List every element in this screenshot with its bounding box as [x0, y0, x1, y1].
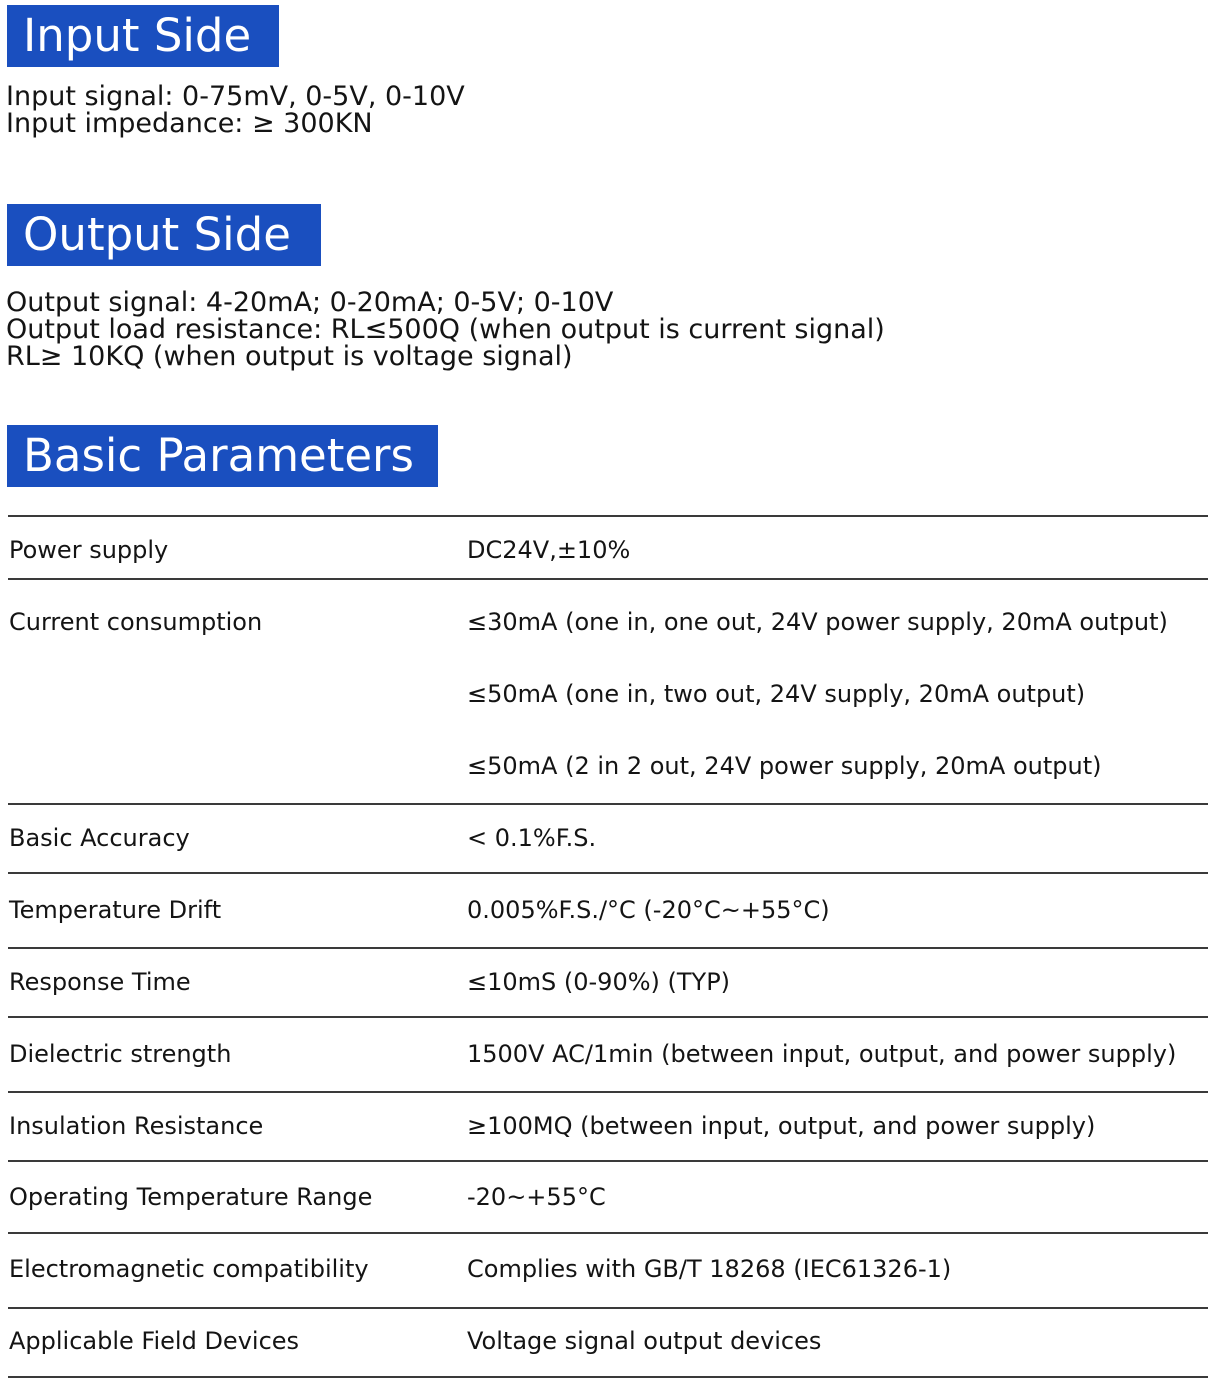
row-value: Voltage signal output devices — [467, 1327, 822, 1355]
output-side-heading: Output Side — [7, 204, 321, 266]
input-side-heading: Input Side — [7, 5, 279, 67]
basic-parameters-heading: Basic Parameters — [7, 425, 438, 487]
table-row-dielectric-strength — [8, 1016, 1208, 1091]
input-impedance-line: Input impedance: ≥ 300KN — [6, 108, 373, 139]
input-signal-line: Input signal: 0-75mV, 0-5V, 0-10V — [6, 81, 465, 112]
row-label: Applicable Field Devices — [9, 1327, 300, 1355]
row-label: Insulation Resistance — [9, 1112, 264, 1140]
parameters-table — [8, 515, 1208, 1378]
table-row-electromagnetic-compatibility — [8, 1232, 1208, 1307]
row-label: Operating Temperature Range — [9, 1183, 373, 1211]
table-row-power-supply — [8, 515, 1208, 578]
row-label: Power supply — [9, 536, 169, 564]
table-row-operating-temperature — [8, 1160, 1208, 1232]
row-value: -20~+55°C — [467, 1183, 606, 1211]
row-label: Current consumption — [9, 608, 263, 636]
row-value: ≤30mA (one in, one out, 24V power supply, 20mA output) — [467, 608, 1168, 636]
row-value: ≤50mA (one in, two out, 24V supply, 20mA output) — [467, 680, 1086, 708]
output-load-current-line: Output load resistance: RL≤500Q (when output is current signal) — [6, 314, 885, 345]
table-row-applicable-field-devices — [8, 1307, 1208, 1378]
row-label: Response Time — [9, 968, 191, 996]
row-value: 0.005%F.S./°C (-20°C~+55°C) — [467, 896, 830, 924]
row-label: Electromagnetic compatibility — [9, 1255, 369, 1283]
table-row-response-time — [8, 947, 1208, 1016]
row-value: ≤10mS (0-90%) (TYP) — [467, 968, 731, 996]
table-row-current-consumption — [8, 578, 1208, 803]
row-label: Basic Accuracy — [9, 824, 190, 852]
row-label: Temperature Drift — [9, 896, 222, 924]
row-value: Complies with GB/T 18268 (IEC61326-1) — [467, 1255, 952, 1283]
table-row-temperature-drift — [8, 872, 1208, 947]
row-value: DC24V,±10% — [467, 536, 631, 564]
row-label: Dielectric strength — [9, 1040, 232, 1068]
table-row-insulation-resistance — [8, 1091, 1208, 1160]
output-signal-line: Output signal: 4-20mA; 0-20mA; 0-5V; 0-10V — [6, 287, 614, 318]
output-load-voltage-line: RL≥ 10KQ (when output is voltage signal) — [6, 341, 573, 372]
input-side-specs — [6, 83, 465, 137]
row-value: ≤50mA (2 in 2 out, 24V power supply, 20mA output) — [467, 752, 1102, 780]
output-side-specs — [6, 289, 885, 370]
row-value: ≥100MQ (between input, output, and power supply) — [467, 1112, 1096, 1140]
table-row-basic-accuracy — [8, 803, 1208, 872]
row-value: 1500V AC/1min (between input, output, and power supply) — [467, 1040, 1177, 1068]
row-value: < 0.1%F.S. — [467, 824, 597, 852]
